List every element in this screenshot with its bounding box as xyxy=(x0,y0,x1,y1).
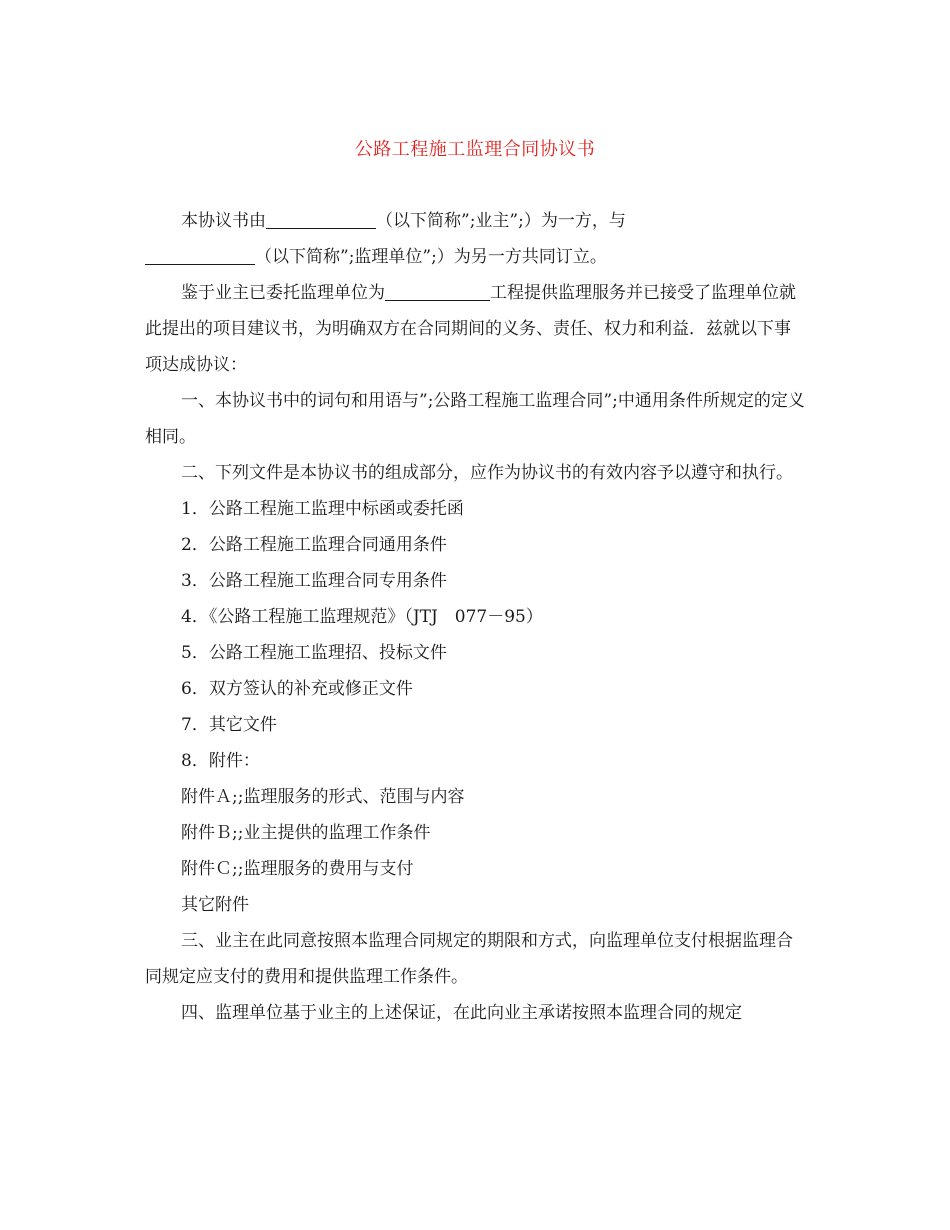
list-item: 2．公路工程施工监理合同通用条件 xyxy=(181,535,447,555)
blank-supervisor-name xyxy=(145,244,255,265)
list-item: 6．双方签认的补充或修正文件 xyxy=(181,679,413,699)
list-item: 5．公路工程施工监理招、投标文件 xyxy=(181,643,447,663)
document-title: 公路工程施工监理合同协议书 xyxy=(354,139,596,160)
clause-4: 四、监理单位基于业主的上述保证，在此向业主承诺按照本监理合同的规定 xyxy=(181,1003,742,1023)
list-item: 其它附件 xyxy=(181,895,249,915)
list-item: 1．公路工程施工监理中标函或委托函 xyxy=(181,499,464,519)
clause-2: 二、下列文件是本协议书的组成部分，应作为协议书的有效内容予以遵守和执行。 xyxy=(181,463,793,483)
paragraph-whereas xyxy=(145,275,805,383)
paragraph-text: （以下简称”;监理单位”;）为另一方共同订立。 xyxy=(255,247,607,267)
list-item: 3．公路工程施工监理合同专用条件 xyxy=(181,571,447,591)
list-item: 4．《公路工程施工监理规范》（JTJ 077－95） xyxy=(181,607,543,627)
paragraph-text: 本协议书由 xyxy=(181,211,266,231)
clause-1: 一、本协议书中的词句和用语与”;公路工程施工监理合同”;中通用条件所规定的定义相同。 xyxy=(145,391,805,447)
paragraph-parties xyxy=(145,203,805,275)
list-item: 附件Ｂ;;业主提供的监理工作条件 xyxy=(181,823,431,843)
list-item: 8．附件： xyxy=(181,751,260,771)
list-item: 附件Ｃ;;监理服务的费用与支付 xyxy=(181,859,414,879)
paragraph-text: （以下简称”;业主”;）为一方，与 xyxy=(376,211,626,231)
paragraph-text: 工程提供监理服务并已接受了监理单位就此提出的项目建议书，为明确双方在合同期间的义务、责任、权力和利益．兹就以下事项达成协议： xyxy=(145,283,796,375)
paragraph-text: 鉴于业主已委托监理单位为 xyxy=(181,283,385,303)
document-body xyxy=(145,203,805,1031)
clause-3: 三、业主在此同意按照本监理合同规定的期限和方式，向监理单位支付根据监理合同规定应支付的费用和提供监理工作条件。 xyxy=(145,931,793,987)
blank-project-name xyxy=(385,280,490,301)
list-item: 附件Ａ;;监理服务的形式、范围与内容 xyxy=(181,787,465,807)
list-item: 7．其它文件 xyxy=(181,715,277,735)
blank-owner-name xyxy=(266,208,376,229)
